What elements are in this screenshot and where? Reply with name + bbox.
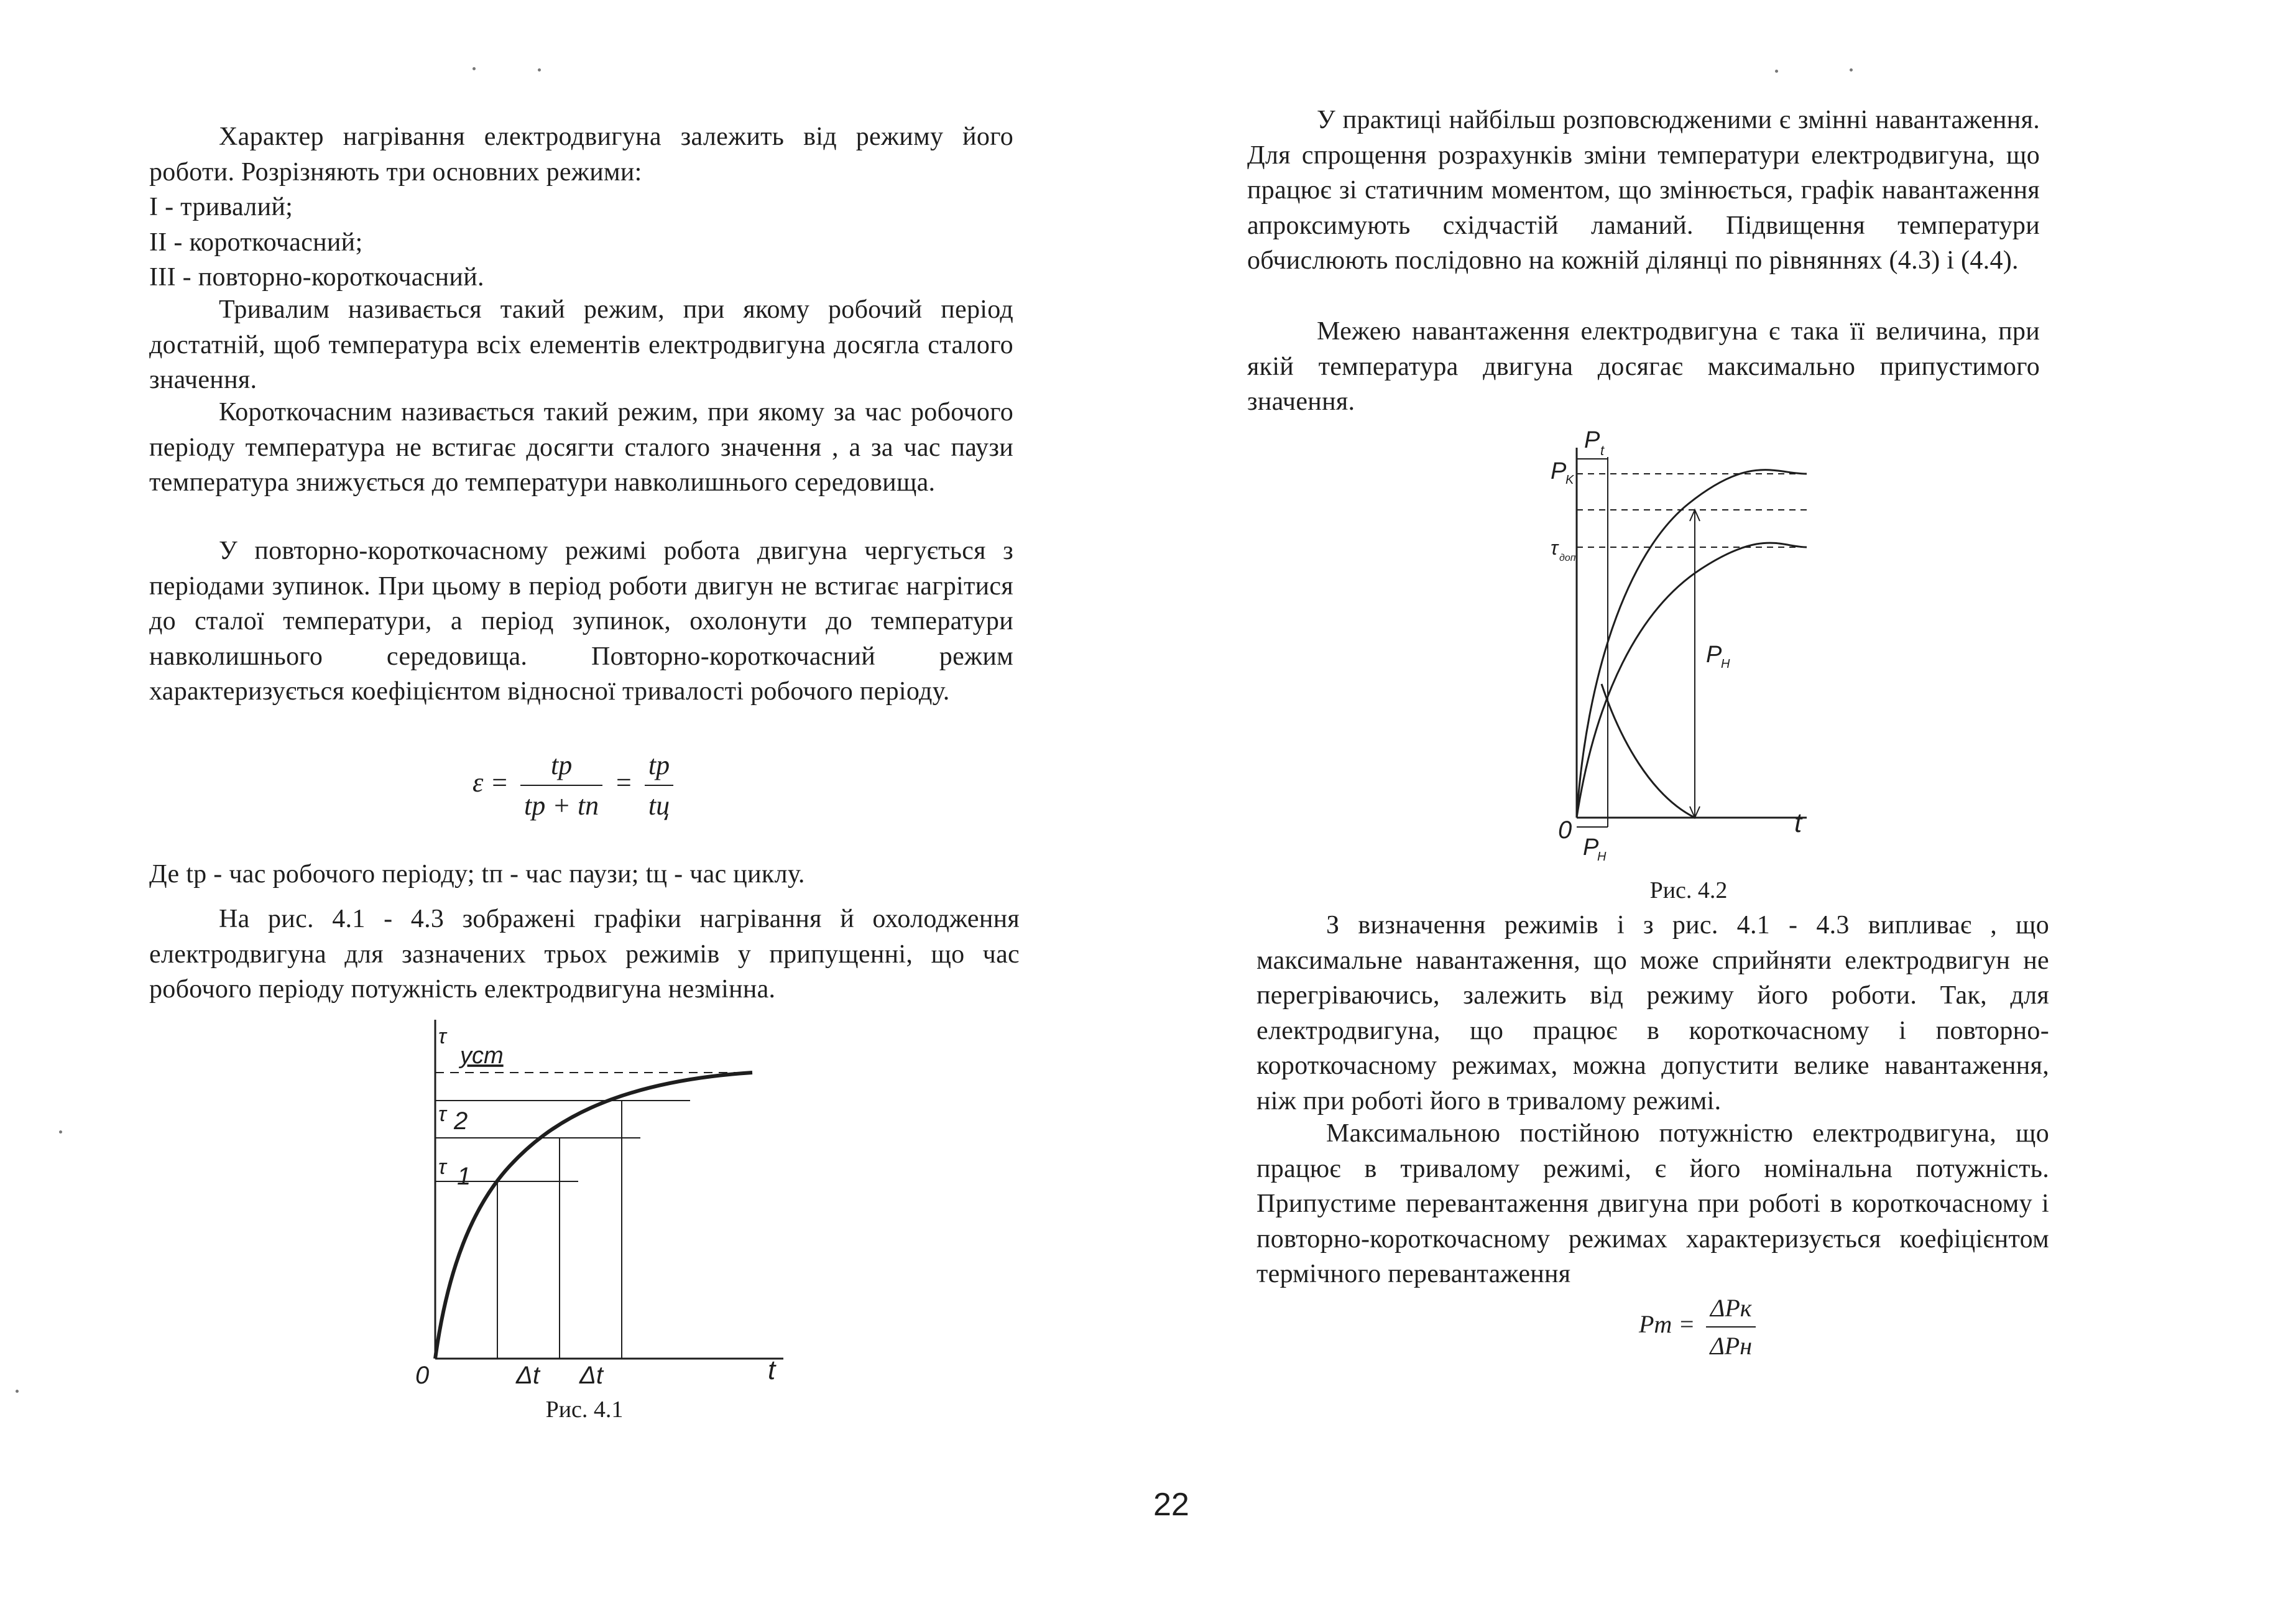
fig2-label-tau-dop-sub: доп — [1559, 553, 1576, 563]
fig1-heating-curve — [435, 1073, 752, 1359]
pt-lhs: Pт = — [1639, 1310, 1695, 1339]
fig1-label-dt-2: Δt — [579, 1362, 603, 1389]
fig1-label-ust: уст — [460, 1043, 504, 1069]
fig1-label-tau1: τ — [438, 1155, 446, 1179]
figure-4-2 — [1527, 417, 1850, 877]
fig2-label-pn-bottom: P — [1583, 834, 1599, 861]
fig2-heating-curve-low — [1577, 543, 1807, 818]
figure-4-1 — [404, 1007, 802, 1405]
repeated-mode-block — [149, 533, 1013, 709]
fig2-label-origin: 0 — [1558, 816, 1572, 844]
scan-speck — [473, 67, 476, 70]
fig2-label-tau-dop: τ — [1551, 537, 1558, 559]
max-power-block — [1256, 1116, 2049, 1292]
fig2-label-pn-right-sub: Н — [1721, 657, 1730, 671]
fig1-label-t: t — [768, 1355, 776, 1385]
fig2-label-pk-sub: K — [1565, 473, 1574, 487]
pt-denominator: ΔPн — [1706, 1326, 1756, 1360]
conclusion-block — [1256, 908, 2049, 1119]
fig1-label-tau2: τ — [438, 1102, 446, 1126]
paragraph-conclusion: З визначення режимів і з рис. 4.1 - 4.3 випливає , що максимальне навантаження, що може сприйняти електродвигун не перегріваючись, залежить від режиму його роботи. Так, для електродвигуна, що працює в короткочасному і повторно-короткочасному режимах, можна допустити велике навантаження, ніж при роботі його в тривалому режимі. — [1256, 911, 2049, 1115]
scan-speck — [538, 68, 541, 72]
fig1-caption: Рис. 4.1 — [545, 1397, 624, 1423]
scan-speck — [16, 1390, 19, 1393]
right-page — [1148, 0, 2296, 1621]
fig2-label-pk: P — [1551, 458, 1567, 484]
scan-speck — [1850, 68, 1853, 72]
figs-block — [149, 902, 1020, 1007]
fig2-label-pn-right: P — [1706, 642, 1722, 668]
short-mode-block — [149, 395, 1013, 501]
epsilon-num-1: tр — [550, 750, 573, 780]
scan-speck — [1775, 70, 1778, 73]
fig2-label-p-top: P — [1584, 427, 1600, 453]
paragraph-intro: Характер нагрівання електродвигуна залежить від режиму його роботи. Розрізняють три основних режими: — [149, 122, 1013, 187]
epsilon-fraction-2 — [645, 749, 673, 821]
paragraph-practice: У практиці найбільш розповсюдженими є змінні навантаження. Для спрощення розрахунків зміни температури електродвигуна, що працює зі статичним моментом, що змінюється, графік навантаження апроксимують східчастій ламаний. Підвищення температури обчислюють послідовно на кожній ділянці по рівняннях (4.3) і (4.4). — [1247, 106, 2040, 275]
paragraph-long-mode: Тривалим називається такий режим, при якому робочий період достатній, щоб температура всіх елементів електродвигуна досягла сталого значення. — [149, 295, 1013, 394]
fig2-heating-curve-high — [1577, 470, 1807, 818]
pt-formula — [1639, 1293, 1761, 1360]
long-mode-block — [149, 292, 1013, 398]
fig1-label-tau1-sub: 1 — [457, 1163, 471, 1190]
epsilon-den-2: tц — [645, 785, 673, 821]
fig2-caption: Рис. 4.2 — [1649, 877, 1728, 903]
modes-list — [149, 190, 1013, 295]
paragraph-max-power: Максимальною постійною потужністю електродвигуна, що працює в тривалому режимі, є його номінальна потужність. Припустиме перевантаження двигуна при роботі в короткочасному і повторно-короткочасному режимах характеризується коефіцієнтом термічного перевантаження — [1256, 1119, 2049, 1288]
intro-block — [149, 119, 1013, 190]
epsilon-fraction-1 — [520, 749, 602, 821]
epsilon-num-2: tр — [648, 750, 670, 780]
mode-item-3: ІІІ - повторно-короткочасний. — [149, 263, 484, 292]
where-line: Де tр - час робочого періоду; tп - час паузи; tц - час циклу. — [149, 860, 805, 889]
fig2-cooling-curve — [1602, 684, 1695, 818]
pt-fraction — [1706, 1293, 1756, 1360]
epsilon-lhs: ε = — [473, 767, 509, 798]
practice-block — [1247, 103, 2040, 279]
page-number: 22 — [1153, 1487, 1189, 1523]
where-block — [149, 857, 1013, 892]
pt-numerator: ΔPк — [1710, 1294, 1752, 1322]
fig2-label-p-top-sub: t — [1600, 443, 1605, 458]
paragraph-figures: На рис. 4.1 - 4.3 зображені графіки нагрівання й охолодження електродвигуна для зазначених трьох режимів у припущенні, що час робочого періоду потужність електродвигуна незмінна. — [149, 905, 1020, 1004]
paragraph-repeated-mode: У повторно-короткочасному режимі робота двигуна чергується з періодами зупинок. При цьому в період роботи двигун не встигає нагрітися до сталої температури, а період зупинок, охолонути до температури навколишнього середовища. Повторно-короткочасний режим характеризується коефіцієнтом відносної тривалості робочого періоду. — [149, 537, 1013, 706]
limit-block — [1247, 314, 2040, 420]
mode-item-1: І - тривалий; — [149, 193, 293, 221]
fig1-label-tau: τ — [438, 1025, 446, 1048]
paragraph-short-mode: Короткочасним називається такий режим, при якому за час робочого періоду температура не встигає досягти сталого значення , а за час паузи температура знижується до температури навколишнього середовища. — [149, 398, 1013, 497]
fig1-label-tau2-sub: 2 — [454, 1107, 468, 1135]
epsilon-den-1: tр + tп — [520, 785, 602, 821]
scan-speck — [59, 1130, 62, 1134]
fig2-label-pn-bottom-sub: Н — [1597, 850, 1607, 864]
mode-item-2: ІІ - короткочасний; — [149, 228, 363, 257]
fig1-label-origin: 0 — [415, 1362, 430, 1389]
paragraph-limit: Межею навантаження електродвигуна є така її величина, при якій температура двигуна досягає максимально припустимого значення. — [1247, 317, 2040, 416]
epsilon-equals: = — [614, 767, 633, 798]
fig2-label-t: t — [1794, 808, 1802, 838]
epsilon-formula — [473, 749, 678, 821]
fig1-label-dt-1: Δt — [516, 1362, 540, 1389]
